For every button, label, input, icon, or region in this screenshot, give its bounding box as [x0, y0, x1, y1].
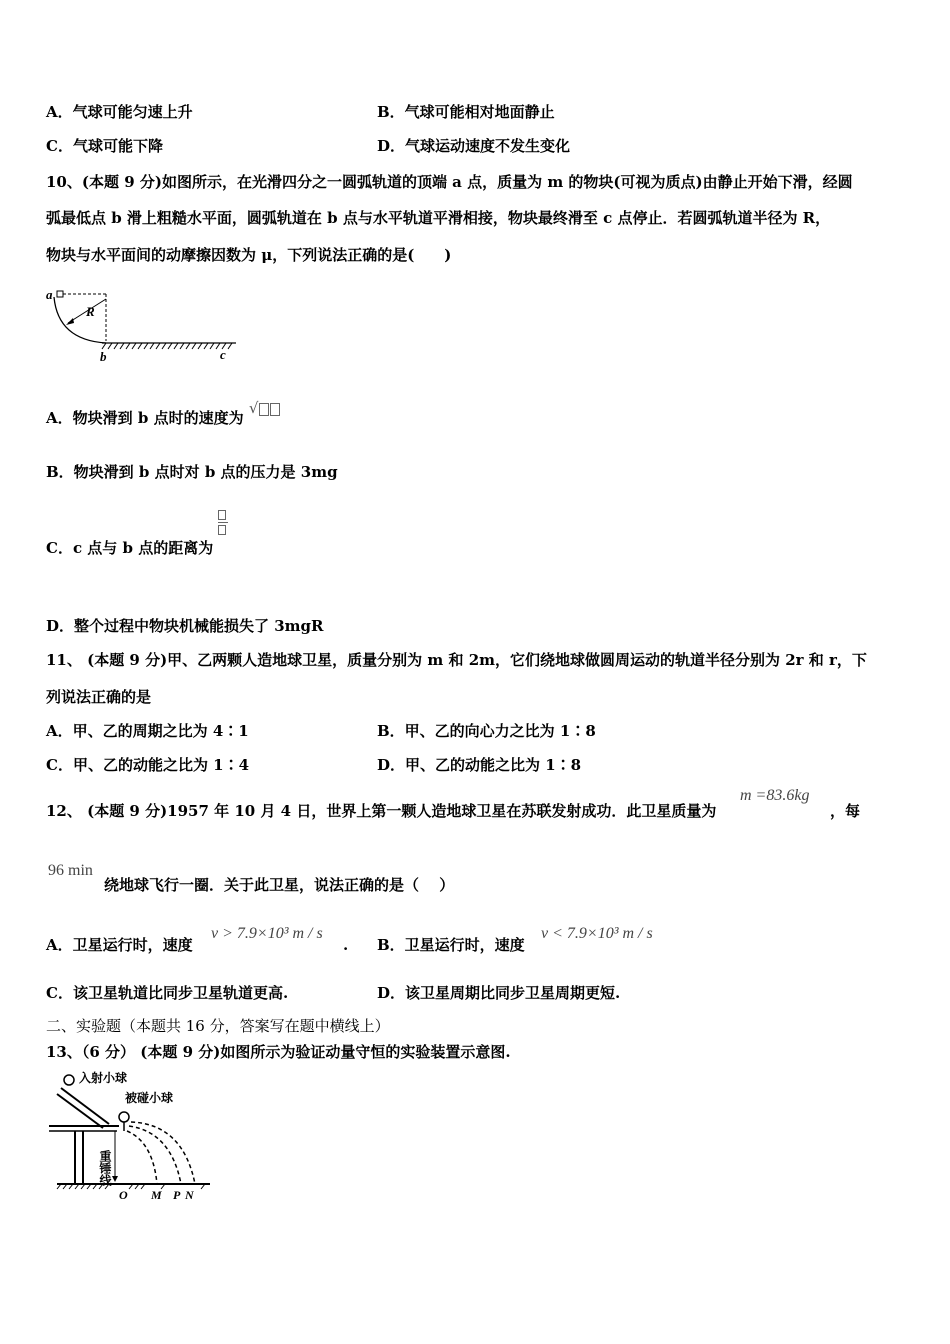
- q12-option-b: B．卫星运行时，速度: [377, 936, 525, 954]
- target-ball: [119, 1112, 129, 1122]
- incident-ball: [64, 1075, 74, 1085]
- q9-option-d: D．气球运动速度不发生变化: [377, 137, 571, 155]
- q12-option-d: D．该卫星周期比同步卫星周期更短.: [377, 984, 621, 1002]
- q11-option-b: B．甲、乙的向心力之比为 1∶8: [377, 722, 596, 740]
- ground-hatch: [102, 343, 232, 349]
- label-b: b: [100, 349, 107, 364]
- radius-arrowhead: [66, 318, 74, 325]
- q12-option-a-math: v > 7.9×10³ m / s: [211, 925, 323, 942]
- fraction-placeholder: [218, 510, 228, 535]
- label-p: P: [173, 1188, 181, 1202]
- q10-option-d: D．整个过程中物块机械能损失了 3mgR: [46, 617, 324, 635]
- label-c: c: [220, 347, 226, 362]
- plumb-weight: [112, 1176, 118, 1182]
- label-n: N: [185, 1188, 194, 1202]
- q12-text-line2: 绕地球飞行一圈．关于此卫星，说法正确的是（ ）: [104, 876, 455, 894]
- q10-text-line2: 弧最低点 b 滑上粗糙水平面，圆弧轨道在 b 点与水平轨道平滑相接，物块最终滑至 c 点停止．若圆弧轨道半径为 R，: [46, 209, 831, 227]
- q11-text-line1: 11、 (本题 9 分)甲、乙两颗人造地球卫星，质量分别为 m 和 2m，它们绕地球做圆周运动的轨道半径分别为 2r 和 r，下: [46, 651, 867, 669]
- section-heading: 二、实验题（本题共 16 分，答案写在题中横线上）: [46, 1017, 390, 1035]
- label-plumb: 重锤线: [98, 1150, 112, 1186]
- q10-figure: [40, 285, 250, 367]
- q11-option-a: A．甲、乙的周期之比为 4∶1: [46, 722, 249, 740]
- q10-text-line1: 10、(本题 9 分)如图所示，在光滑四分之一圆弧轨道的顶端 a 点，质量为 m 的物块(可视为质点)由静止开始下滑，经圆: [46, 173, 853, 191]
- ramp-upper: [61, 1088, 109, 1124]
- trajectory-m: [127, 1131, 157, 1184]
- q11-option-d: D．甲、乙的动能之比为 1∶8: [377, 756, 582, 774]
- sqrt-placeholder: √: [249, 399, 281, 417]
- q12-option-a-end: .: [343, 936, 349, 954]
- label-m: M: [151, 1188, 162, 1202]
- block-a: [57, 291, 63, 297]
- q10-option-c-text: C．c 点与 b 点的距离为: [46, 539, 214, 557]
- q10-option-a-text: A．物块滑到 b 点时的速度为: [46, 409, 244, 427]
- q10-option-b: B．物块滑到 b 点时对 b 点的压力是 3mg: [46, 463, 338, 481]
- q12-mass: m =83.6kg: [740, 787, 810, 804]
- q12-period: 96 min: [48, 862, 93, 879]
- label-target: 被碰小球: [125, 1091, 174, 1105]
- q12-text-line1: 12、 (本题 9 分)1957 年 10 月 4 日，世界上第一颗人造地球卫星在苏联发射成功．此卫星质量为: [46, 802, 717, 820]
- q12-option-b-math: v < 7.9×10³ m / s: [541, 925, 653, 942]
- q9-option-c: C．气球可能下降: [46, 137, 163, 155]
- q9-option-a: A．气球可能匀速上升: [46, 103, 193, 121]
- ramp-lower: [57, 1094, 103, 1128]
- q10-option-a: [46, 399, 280, 428]
- q10-option-c: [46, 528, 228, 558]
- q11-option-c: C．甲、乙的动能之比为 1∶4: [46, 756, 250, 774]
- q12-option-c: C．该卫星轨道比同步卫星轨道更高.: [46, 984, 289, 1002]
- trajectory-n: [131, 1122, 195, 1184]
- label-o: O: [119, 1188, 128, 1202]
- q10-text-line3: 物块与水平面间的动摩擦因数为 μ，下列说法正确的是( ): [46, 246, 452, 264]
- q13-text-line1: 13、（6 分） (本题 9 分)如图所示为验证动量守恒的实验装置示意图.: [46, 1043, 511, 1061]
- q9-option-b: B．气球可能相对地面静止: [377, 103, 555, 121]
- label-r: R: [86, 304, 95, 319]
- label-incident: 入射小球: [79, 1071, 128, 1085]
- label-a: a: [46, 287, 53, 302]
- q12-option-a: A．卫星运行时，速度: [46, 936, 193, 954]
- q13-figure: [45, 1068, 220, 1208]
- trajectory-p: [129, 1126, 181, 1184]
- q11-text-line2: 列说法正确的是: [46, 688, 152, 706]
- q12-each: ，每: [830, 802, 861, 820]
